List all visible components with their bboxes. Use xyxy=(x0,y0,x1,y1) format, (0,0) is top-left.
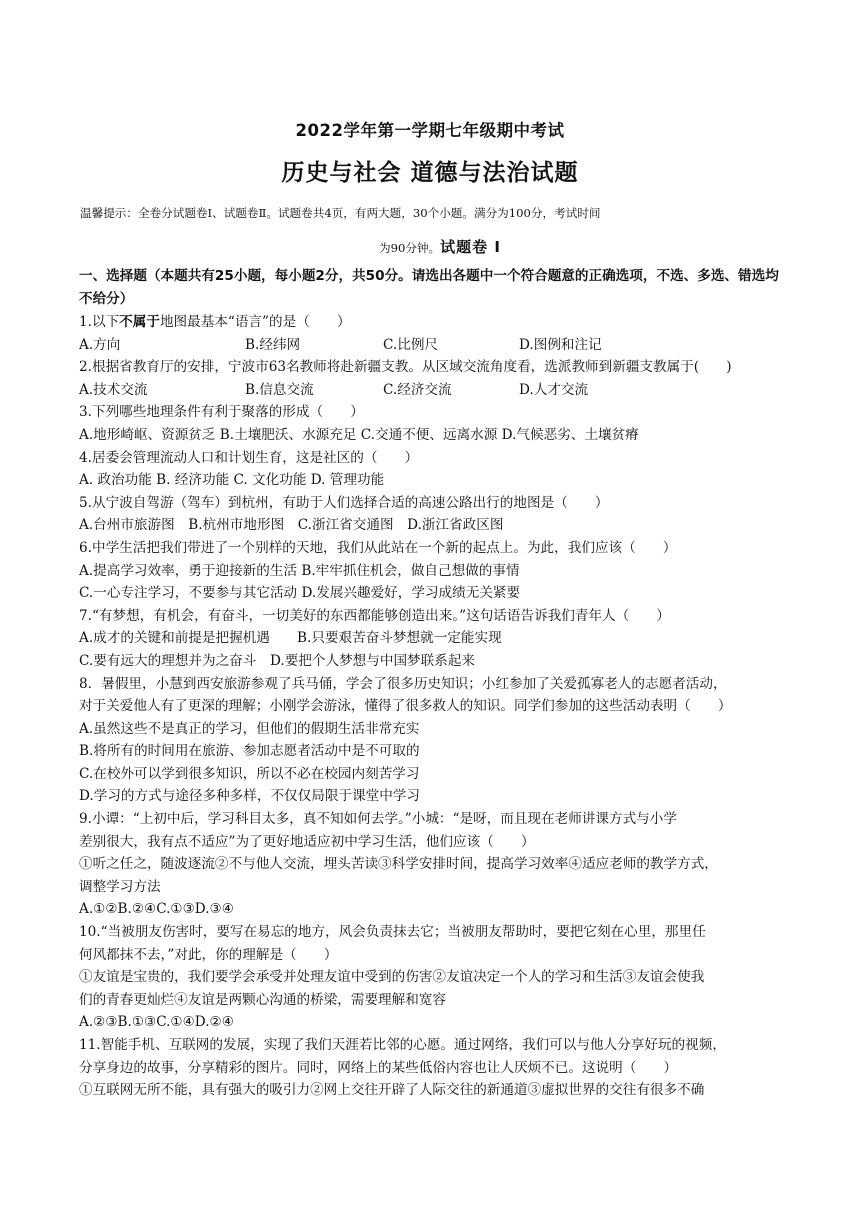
question-4-options: A. 政治功能 B. 经济功能 C. 文化功能 D. 管理功能 xyxy=(79,472,385,489)
question-5-options: A.台州市旅游图 B.杭州市地形图 C.浙江省交通图 D.浙江省政区图 xyxy=(79,517,504,534)
notice-line-2-wrap xyxy=(80,230,800,265)
q8-option-a: A.虽然这些不是真正的学习，但他们的假期生活非常充实 xyxy=(79,720,420,737)
q8-option-b: B.将所有的时间用在旅游、参加志愿者活动中是不可取的 xyxy=(79,743,420,760)
q8-option-c: C.在校外可以学到很多知识，所以不必在校园内刻苦学习 xyxy=(79,765,420,782)
question-9-stem-1: 9.小谭：“上初中后，学习科目太多，真不知如何去学。”小城：“是呀，而且现在老师讲课方式与小学 xyxy=(79,811,677,828)
question-9-options: A.①②B.②④C.①③D.③④ xyxy=(79,901,234,918)
question-10-items-1: ①友谊是宝贵的，我们要学会承受并处理友谊中受到的伤害②友谊决定一个人的学习和生活③友谊会使我 xyxy=(79,969,705,986)
question-11-items-1: ①互联网无所不能，具有强大的吸引力②网上交往开辟了人际交往的新通道③虚拟世界的交往有很多不确 xyxy=(79,1082,705,1099)
question-8-stem-1: 8．暑假里，小慧到西安旅游参观了兵马俑，学会了很多历史知识；小红参加了关爱孤寡老人的志愿者活动， xyxy=(79,675,727,692)
question-1-stem xyxy=(79,311,785,334)
exam-notice xyxy=(80,196,800,265)
question-7-options-cd: C.要有远大的理想并为之奋斗 D.要把个人梦想与中国梦联系起来 xyxy=(79,652,476,669)
question-9-items-1: ①听之任之，随波逐流②不与他人交流，埋头苦读③科学安排时间，提高学习效率④适应老师的教学方式， xyxy=(79,856,718,873)
question-4-stem: 4.居委会管理流动人口和计划生育，这是社区的（ ） xyxy=(79,449,419,466)
q1-stem-emphasis: 不属于 xyxy=(119,314,160,330)
notice-line-1: 温馨提示：全卷分试题卷Ⅰ、试题卷Ⅱ。试题卷共4页，有两大题，30个小题。满分为100分，考试时间 xyxy=(80,206,601,220)
question-10-options: A.②③B.①③C.①④D.②④ xyxy=(79,1014,234,1031)
question-6-stem: 6.中学生活把我们带进了一个别样的天地，我们从此站在一个新的起点上。为此，我们应该（ ） xyxy=(79,539,677,556)
exam-title: 2022学年第一学期七年级期中考试 xyxy=(295,121,565,140)
question-11-stem-1: 11.智能手机、互联网的发展，实现了我们天涯若比邻的心愿。通过网络，我们可以与他人分享好玩的视频， xyxy=(79,1037,726,1053)
q1-option-d: D.图例和注记 xyxy=(519,336,602,353)
question-10-items-2: 们的青春更灿烂④友谊是两颗心沟通的桥梁，需要理解和宽容 xyxy=(79,991,447,1008)
question-2-options xyxy=(79,379,785,402)
q2-option-a: A.技术交流 xyxy=(79,381,148,398)
q2-option-d: D.人才交流 xyxy=(519,381,589,398)
question-5-stem: 5.从宁波自驾游（驾车）到杭州，有助于人们选择合适的高速公路出行的地图是（ ） xyxy=(79,494,609,511)
paper-label: 试题卷 Ⅰ xyxy=(440,238,501,256)
q1-stem-post: 地图最基本“语言”的是（ ） xyxy=(159,314,351,330)
question-7-options-ab: A.成才的关键和前提是把握机遇 B.只要艰苦奋斗梦想就一定能实现 xyxy=(79,630,502,647)
q1-stem-pre: 1.以下 xyxy=(79,314,120,330)
q8-option-d: D.学习的方式与途径多种多样，不仅仅局限于课堂中学习 xyxy=(79,788,420,805)
q2-option-b: B.信息交流 xyxy=(245,381,314,398)
question-9-stem-2: 差别很大，我有点不适应”为了更好地适应初中学习生活，他们应该（ ） xyxy=(79,833,535,850)
question-3-options: A.地形崎岖、资源贫乏 B.土壤肥沃、水源充足 C.交通不便、远离水源 D.气候恶劣、土壤贫瘠 xyxy=(79,426,639,443)
section-title: 一、选择题（本题共有25小题，每小题2分，共50分。请选出各题中一个符合题意的正确选项，不选、多选、错选均不给分） xyxy=(79,268,779,307)
question-11-stem-2: 分享身边的故事，分享精彩的图片。同时，网络上的某些低俗内容也让人厌烦不已。这说明（ ） xyxy=(79,1059,678,1076)
question-8-stem-2: 对于关爱他人有了更深的理解；小刚学会游泳，懂得了很多救人的知识。同学们参加的这些活动表明（ ） xyxy=(79,698,732,715)
subject-title: 历史与社会 道德与法治试题 xyxy=(281,160,579,186)
question-3-stem: 3.下列哪些地理条件有利于聚落的形成（ ） xyxy=(79,404,364,421)
question-10-stem-2: 何风都抹不去，”对此，你的理解是（ ） xyxy=(79,946,338,963)
q1-option-b: B.经纬网 xyxy=(245,336,301,353)
question-1-options xyxy=(79,334,785,357)
q2-option-c: C.经济交流 xyxy=(383,381,452,398)
question-9-items-2: 调整学习方法 xyxy=(79,878,161,895)
question-6-options-ab: A.提高学习效率，勇于迎接新的生活 B.牢牢抓住机会，做自己想做的事情 xyxy=(79,562,520,579)
question-7-stem: 7.“有梦想，有机会，有奋斗，一切美好的东西都能够创造出来。”这句话语告诉我们青年人（ ） xyxy=(79,607,671,624)
q1-option-a: A.方向 xyxy=(79,336,121,353)
notice-line-2: 为90分钟。 xyxy=(379,241,441,255)
question-content xyxy=(79,265,785,1102)
question-10-stem-1: 10.“当被朋友伤害时，要写在易忘的地方，风会负责抹去它；当被朋友帮助时，要把它刻在心里，那里任 xyxy=(79,924,706,941)
question-6-options-cd: C.一心专注学习，不要参与其它活动 D.发展兴趣爱好，学习成绩无关紧要 xyxy=(79,585,521,602)
question-2-stem: 2.根据省教育厅的安排，宁波市63名教师将赴新疆支教。从区域交流角度看，选派教师到新疆支教属于( ) xyxy=(79,359,732,376)
q1-option-c: C.比例尺 xyxy=(383,336,439,353)
